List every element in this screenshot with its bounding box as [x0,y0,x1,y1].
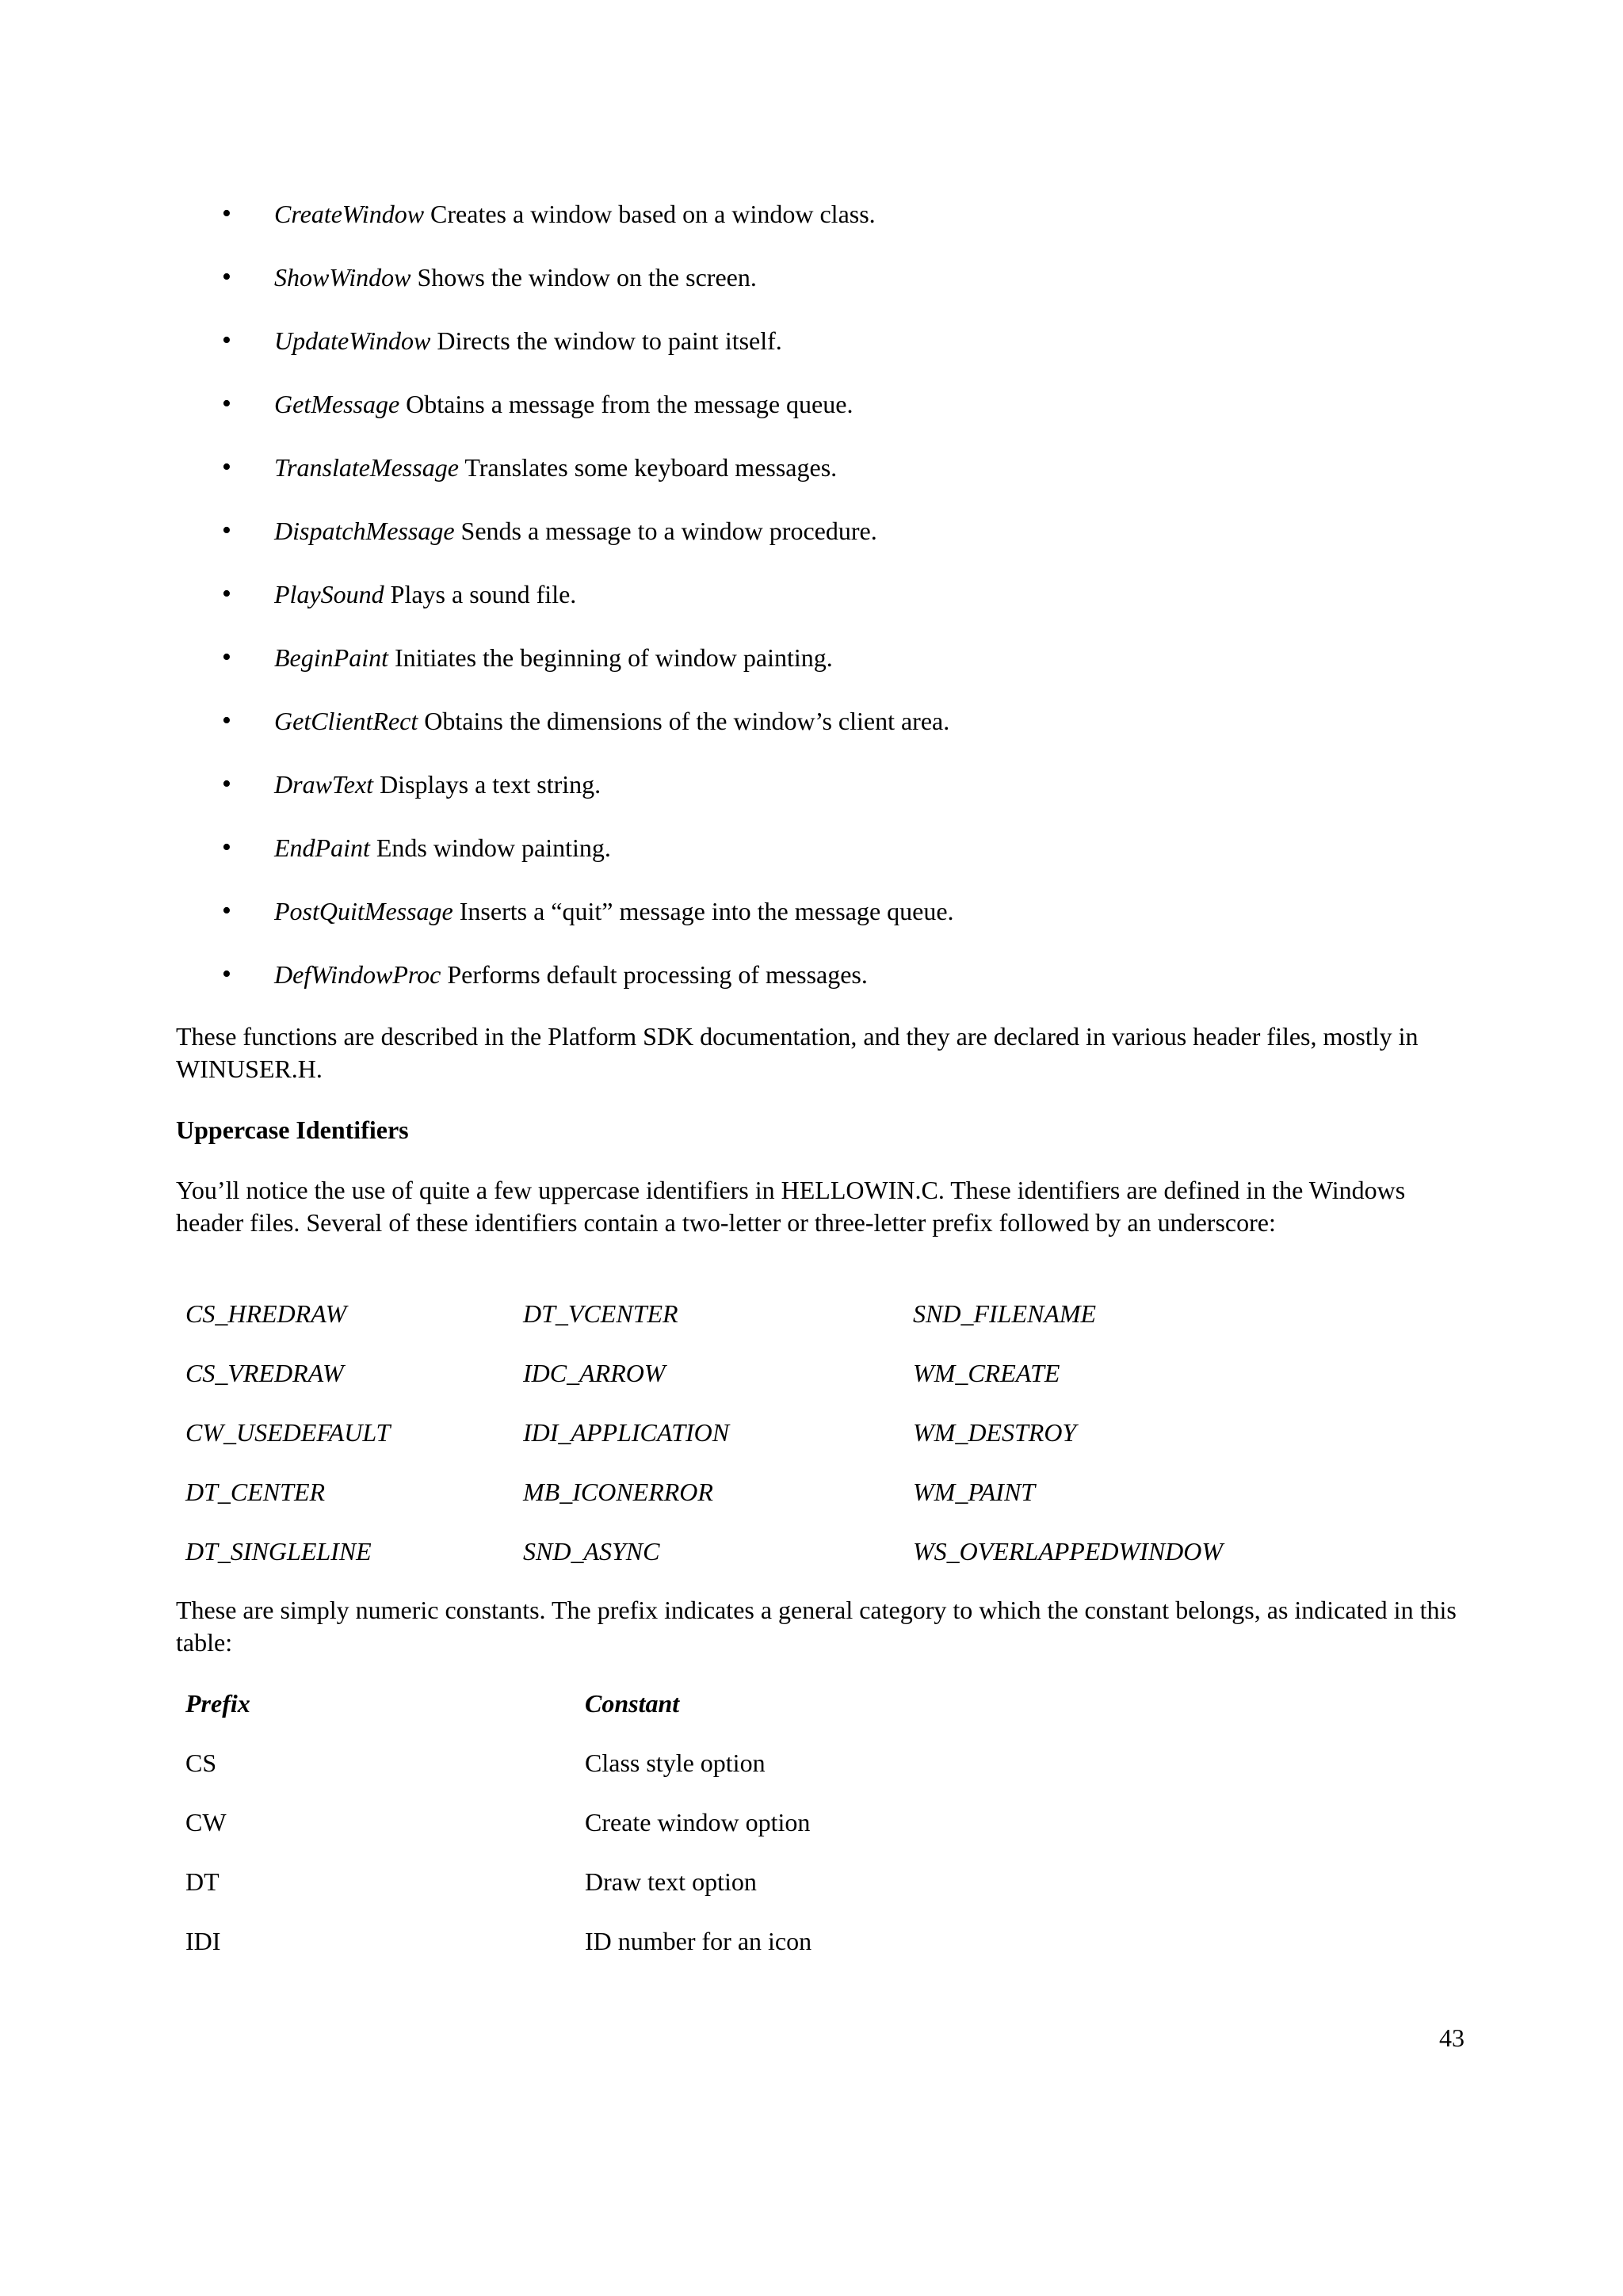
function-name: UpdateWindow [274,326,431,355]
identifier-cell: DT_CENTER [185,1478,326,1506]
bullet-dot-icon: • [222,389,231,418]
identifier-cell: WM_CREATE [913,1359,1060,1387]
bullet-text [274,254,757,301]
identifier-cell: CW_USEDEFAULT [185,1418,391,1447]
bullet-item [0,190,1623,238]
section-heading: Uppercase Identifiers [176,1116,409,1144]
identifier-cell: WS_OVERLAPPEDWINDOW [913,1537,1224,1566]
function-name: EndPaint [274,833,370,862]
function-description: Sends a message to a window procedure. [454,517,877,545]
function-name: TranslateMessage [274,453,459,482]
prefix-cell: DT [185,1867,220,1896]
bullet-item [0,824,1623,871]
function-description: Initiates the beginning of window painting. [388,643,833,672]
function-name: PlaySound [274,580,384,608]
identifier-cell: SND_FILENAME [913,1299,1097,1328]
bullet-item [0,634,1623,681]
identifiers-paragraph: You’ll notice the use of quite a few uppercase identifiers in HELLOWIN.C. These identifiers are defined in the Windows header files. Several of these identifiers contain a two-letter or three-letter prefix followed by an underscore: [176,1176,1406,1237]
identifier-cell: DT_VCENTER [523,1299,678,1328]
intro-paragraph: These functions are described in the Platform SDK documentation, and they are declared in various header files, mostly in WINUSER.H. [176,1022,1419,1083]
function-name: DrawText [274,770,374,799]
identifier-cell: WM_DESTROY [913,1418,1077,1447]
function-name: DefWindowProc [274,960,441,989]
constant-cell: Draw text option [585,1867,757,1896]
identifier-cell: CS_VREDRAW [185,1359,344,1387]
function-name: ShowWindow [274,263,411,292]
function-name: GetClientRect [274,707,418,735]
bullet-dot-icon: • [222,579,231,608]
function-description: Performs default processing of messages. [441,960,868,989]
constant-column-header: Constant [585,1689,680,1718]
bullet-item [0,254,1623,301]
bullet-text [274,444,837,491]
function-description: Plays a sound file. [384,580,577,608]
bullet-text [274,697,949,745]
identifier-cell: WM_PAINT [913,1478,1036,1506]
bullet-item [0,887,1623,935]
bullet-dot-icon: • [222,833,231,862]
bullet-item [0,317,1623,364]
bullet-item [0,570,1623,618]
bullet-text [274,761,601,808]
constant-cell: ID number for an icon [585,1927,812,1955]
function-description: Creates a window based on a window class. [424,200,876,228]
identifier-cell: IDI_APPLICATION [523,1418,730,1447]
bullet-text [274,380,853,428]
function-name: CreateWindow [274,200,425,228]
bullet-text [274,951,868,998]
function-description: Inserts a “quit” message into the message queue. [453,897,954,925]
bullet-text [274,190,876,238]
bullet-dot-icon: • [222,516,231,545]
bullet-text [274,507,877,555]
function-description: Directs the window to paint itself. [430,326,782,355]
bullet-text [274,570,576,618]
prefix-column-header: Prefix [185,1689,250,1718]
constant-cell: Create window option [585,1808,811,1836]
function-name: PostQuitMessage [274,897,453,925]
identifier-cell: CS_HREDRAW [185,1299,347,1328]
constants-paragraph: These are simply numeric constants. The prefix indicates a general category to which the constant belongs, as indicated in this table: [176,1596,1457,1657]
bullet-dot-icon: • [222,706,231,735]
bullet-text [274,824,611,871]
prefix-cell: IDI [185,1927,221,1955]
function-description: Displays a text string. [373,770,601,799]
bullet-dot-icon: • [222,769,231,799]
bullet-dot-icon: • [222,643,231,672]
identifier-cell: SND_ASYNC [523,1537,660,1566]
bullet-dot-icon: • [222,326,231,355]
identifier-cell: DT_SINGLELINE [185,1537,372,1566]
identifier-cell: MB_ICONERROR [523,1478,713,1506]
prefix-cell: CW [185,1808,227,1836]
bullet-text [274,887,954,935]
bullet-item [0,507,1623,555]
function-description: Translates some keyboard messages. [458,453,838,482]
function-description: Ends window painting. [369,833,611,862]
bullet-text [274,317,782,364]
bullet-dot-icon: • [222,199,231,228]
bullet-dot-icon: • [222,262,231,292]
function-description: Obtains a message from the message queue. [399,390,854,418]
prefix-cell: CS [185,1749,217,1777]
bullet-text [274,634,833,681]
constant-cell: Class style option [585,1749,766,1777]
bullet-dot-icon: • [222,452,231,482]
bullet-dot-icon: • [222,959,231,989]
page-number: 43 [1439,2023,1465,2052]
bullet-item [0,951,1623,998]
function-name: GetMessage [274,390,400,418]
identifier-cell: IDC_ARROW [523,1359,666,1387]
bullet-item [0,380,1623,428]
bullet-item [0,761,1623,808]
bullet-item [0,444,1623,491]
function-name: DispatchMessage [274,517,455,545]
bullet-dot-icon: • [222,896,231,925]
bullet-item [0,697,1623,745]
function-name: BeginPaint [274,643,388,672]
function-description: Shows the window on the screen. [411,263,757,292]
function-description: Obtains the dimensions of the window’s client area. [418,707,950,735]
